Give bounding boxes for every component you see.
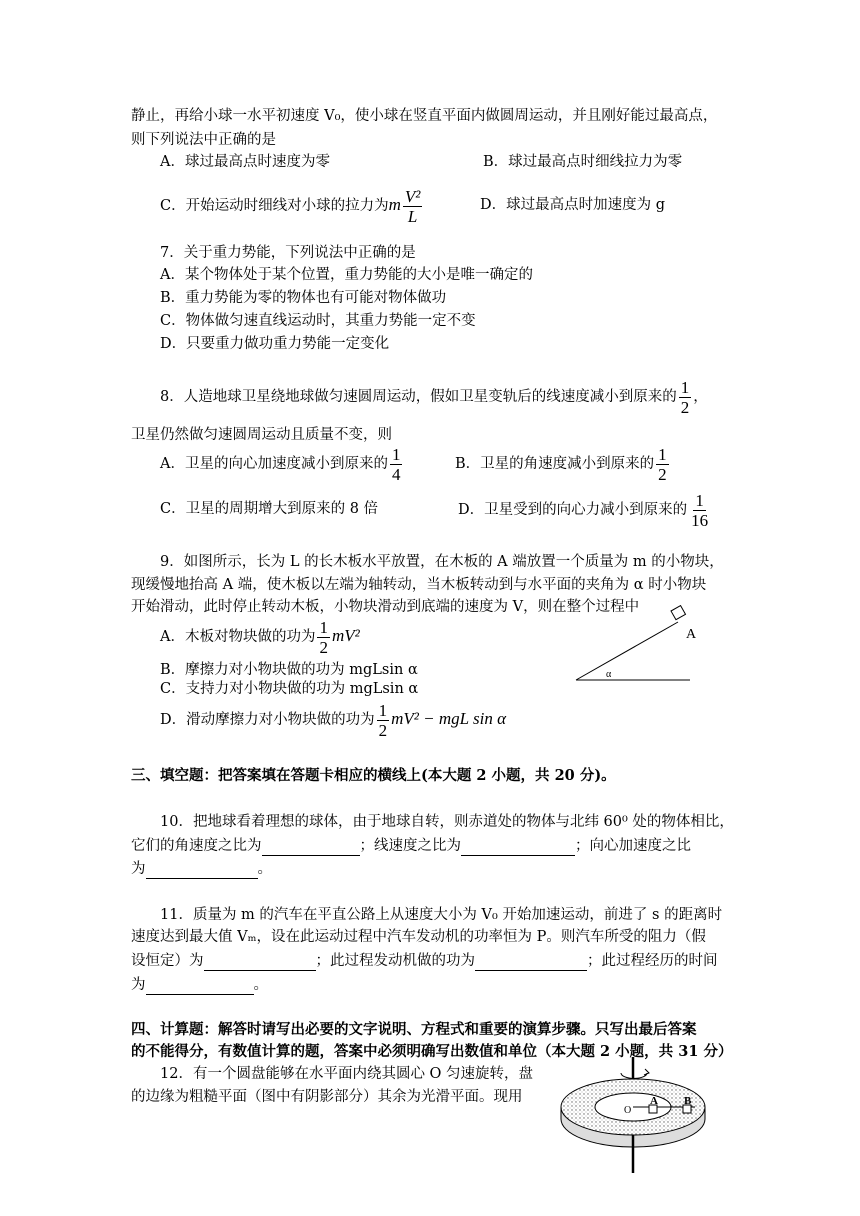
q8-option-d-text: D．卫星受到的向心力减小到原来的 <box>458 502 688 518</box>
q8-stem-text: 8．人造地球卫星绕地球做匀速圆周运动，假如卫星变轨后的线速度减小到原来的 <box>160 389 677 405</box>
answer-blank-5[interactable] <box>475 954 587 971</box>
block-shape <box>671 606 686 620</box>
fraction-denominator: 2 <box>319 637 328 657</box>
fraction-denominator: 2 <box>658 464 667 484</box>
q6-option-c <box>160 183 424 228</box>
q11-line3-text-a: 设恒定）为 <box>131 953 204 969</box>
q7-option-a: A．某个物体处于某个位置，重力势能的大小是唯一确定的 <box>160 267 533 283</box>
fraction-numerator: 1 <box>695 490 704 510</box>
answer-blank-4[interactable] <box>204 954 316 971</box>
q11-line3-text-c: ；此过程经历的时间 <box>587 953 718 969</box>
fig-label-a: A <box>686 627 697 642</box>
q8-option-c: C．卫星的周期增大到原来的 8 倍 <box>160 501 379 517</box>
answer-blank-3[interactable] <box>146 862 258 879</box>
fig-label-a: A <box>650 1095 658 1107</box>
fig-label-alpha: α <box>606 669 612 680</box>
q6-option-c-fraction <box>403 187 422 226</box>
q11-line1: 11．质量为 m 的汽车在平直公路上从速度大小为 V₀ 开始加速运动，前进了 s 的距离时 <box>160 907 723 923</box>
q12-line2: 的边缘为粗糙平面（图中有阴影部分）其余为光滑平面。现用 <box>131 1089 523 1105</box>
q8-option-b-fraction <box>656 445 669 484</box>
q11-line2: 速度达到最大值 Vₘ，设在此运动过程中汽车发动机的功率恒为 P。则汽车所受的阻力（假 <box>131 929 706 945</box>
q11-line4-text-b: 。 <box>253 977 268 993</box>
q6-option-a: A．球过最高点时速度为零 <box>160 154 330 170</box>
q7-option-d: D．只要重力做功重力势能一定变化 <box>160 336 390 352</box>
fraction-denominator: 16 <box>691 510 709 530</box>
section3-title: 三、填空题：把答案填在答题卡相应的横线上(本大题 2 小题，共 20 分)。 <box>131 767 616 784</box>
q8-option-a <box>160 441 404 487</box>
q6-option-c-text: C．开始运动时细线对小球的拉力为 <box>160 198 389 214</box>
fig-label-o: O <box>624 1105 632 1116</box>
q10-line3-text-b: 。 <box>257 861 272 877</box>
answer-blank-6[interactable] <box>146 978 254 995</box>
q10-line2-text-c: ；向心加速度之比 <box>575 838 691 854</box>
q9-stem-line1: 9．如图所示，长为 L 的长木板水平放置，在木板的 A 端放置一个质量为 m 的小物块， <box>160 554 724 570</box>
q12-disc-figure <box>555 1057 715 1175</box>
section4-title-line2: 的不能得分，有数值计算的题，答案中必须明确写出数值和单位（本大题 2 小题，共 31 分） <box>131 1043 733 1060</box>
q7-option-c: C．物体做匀速直线运动时，其重力势能一定不变 <box>160 313 476 329</box>
q8-option-a-fraction <box>390 445 403 484</box>
q6-stem-line1: 静止，再给小球一水平初速度 V₀，使小球在竖直平面内做圆周运动，并且刚好能过最高点， <box>131 108 718 124</box>
q10-line2-text-b: ；线速度之比为 <box>359 838 461 854</box>
q9-option-b: B．摩擦力对小物块做的功为 mgLsin α <box>160 662 418 678</box>
q9-option-a-text: A．木板对物块做的功为 <box>160 629 316 645</box>
fraction-denominator: 2 <box>378 720 388 740</box>
q8-stem-line1 <box>160 374 708 420</box>
fraction-numerator: 1 <box>391 444 401 464</box>
fraction-numerator: V² <box>404 186 421 206</box>
fraction-numerator: 1 <box>319 617 328 637</box>
q9-option-c: C．支持力对小物块做的功为 mgLsin α <box>160 681 419 697</box>
fig-label-b: B <box>684 1095 692 1107</box>
fraction-numerator: 1 <box>378 700 388 720</box>
q11-line3-text-b: ；此过程发动机做的功为 <box>315 953 475 969</box>
q8-stem-line2: 卫星仍然做匀速圆周运动且质量不变，则 <box>131 427 392 443</box>
fraction-numerator: 1 <box>680 377 690 397</box>
q10-line2 <box>131 836 691 856</box>
plank-line <box>576 622 678 680</box>
q7-option-b: B．重力势能为零的物体也有可能对物体做功 <box>160 290 447 306</box>
q9-incline-figure <box>570 605 700 690</box>
q9-option-a-fraction <box>317 618 330 657</box>
q11-line4-text-a: 为 <box>131 977 146 993</box>
q8-option-d-fraction <box>689 491 710 530</box>
q11-line4 <box>131 975 268 995</box>
q9-option-d-fraction <box>377 701 390 740</box>
q9-stem-line2: 现缓慢地抬高 A 端，使木板以左端为轴转动，当木板转动到与水平面的夹角为 α 时小物块 <box>131 577 707 593</box>
arrowhead-icon <box>644 1069 649 1075</box>
fraction-denominator: 2 <box>680 397 690 417</box>
q11-line3 <box>131 951 718 971</box>
q10-line2-text-a: 它们的角速度之比为 <box>131 838 262 854</box>
q9-option-d-text: D．滑动摩擦力对小物块做的功为 <box>160 712 375 728</box>
q9-option-a-expr: mV² <box>331 626 360 645</box>
q8-option-a-text: A．卫星的向心加速度减小到原来的 <box>160 456 388 472</box>
q10-line3-text-a: 为 <box>131 861 146 877</box>
q6-option-c-m: m <box>388 195 401 214</box>
q10-line3 <box>131 859 272 879</box>
fraction-denominator: 4 <box>391 464 401 484</box>
fraction-numerator: 1 <box>658 444 667 464</box>
q8-option-d <box>458 487 712 533</box>
q7-stem: 7．关于重力势能，下列说法中正确的是 <box>160 245 416 261</box>
q12-line1: 12．有一个圆盘能够在水平面内绕其圆心 O 匀速旋转，盘 <box>160 1066 534 1082</box>
q8-option-b-text: B．卫星的角速度减小到原来的 <box>455 456 655 472</box>
answer-blank-1[interactable] <box>262 839 360 856</box>
section4-title-line1: 四、计算题：解答时请写出必要的文字说明、方程式和重要的演算步骤。只写出最后答案 <box>131 1021 697 1038</box>
q6-option-d: D．球过最高点时加速度为 g <box>480 197 666 213</box>
q9-stem-line3: 开始滑动，此时停止转动木板，小物块滑动到底端的速度为 V，则在整个过程中 <box>131 599 640 615</box>
q6-stem-line2: 则下列说法中正确的是 <box>131 132 276 148</box>
q9-option-d <box>160 696 506 743</box>
fraction-denominator: L <box>407 206 418 226</box>
q9-option-d-expr: mV² − mgL sin α <box>391 709 507 728</box>
answer-blank-2[interactable] <box>461 839 575 856</box>
q8-stem-fraction <box>679 378 692 417</box>
q8-option-b <box>455 441 671 487</box>
q9-option-a <box>160 613 360 660</box>
q10-line1: 10．把地球看着理想的球体，由于地球自转，则赤道处的物体与北纬 60⁰ 处的物体相比， <box>160 814 734 830</box>
q8-stem-tail: ， <box>693 389 708 405</box>
q6-option-b: B．球过最高点时细线拉力为零 <box>483 154 683 170</box>
